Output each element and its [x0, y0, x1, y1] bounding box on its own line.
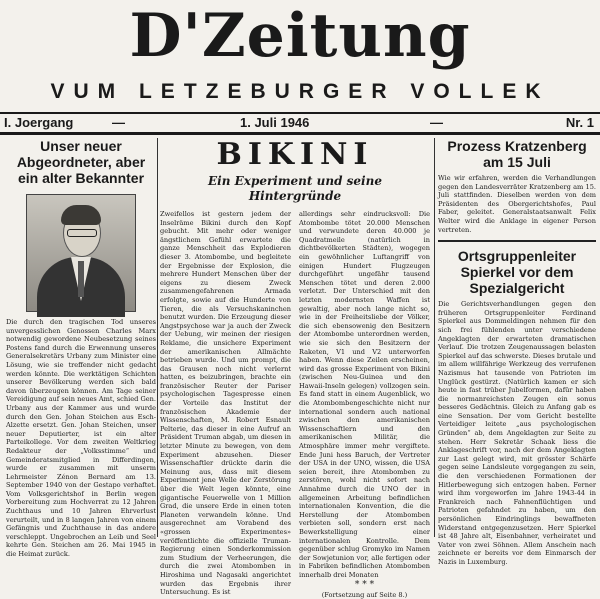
- portrait-photo: [26, 194, 136, 312]
- masthead: [0, 0, 600, 108]
- right-top-body: Wie wir erfahren, werden die Verhandlungen gegen den Landesverräter Kratzenberg am 15. Juli stattfinden. Dieselben werden von dem Präsidenten des Obergerichtshofes, Paul Faber, geleitet. Generalstaatsanwalt Felix Welter wird die Anklage in eigener Person vertreten.: [438, 174, 596, 234]
- divider: [438, 240, 596, 242]
- main-headline: BIKINI: [216, 137, 374, 172]
- right-bottom-body: Die Gerichtsverhandlungen gegen den früheren Ortsgruppenleiter Ferdinand Spierkel aus Dommeldingen nehmen für den sich frei fühlenden unter verschiedene Angeklagten der erwarteten dramatischen Verlauf. Die trotzen Zeugenaussagen belasten Spierkel auf das schwerste. Dieses brutale und im allem willfährige Werkzeug des verrufenen Nazismus hat tausende von Patrioten im Unglück gestürzt. (Natürlich kamen er sich heute in fast trüber Jubelformen, dafür haben die normanreichsten Zeugen ein sonus besseres Gedächtnis. Gleich zu Anfang gab es eine Sensation. Der vom Gericht bestellte Verteidiger leitete „aus psychologischen Gründen“ ab, dem Angeklagten zur Seite zu stehen. Herr Sekretär Schaak liess die Anklageschrift vor, nach der dem Angeklagten zur Last gelegt wird, mit grösster Schärfe gegen seine Landsleute vorgegangen zu sein, die den verschiedenen Formationen der Hitlerbewegung sich entzogen haben. Ferner wird ihm vorgeworfen im Jahre 1943-44 in Frankreich nach Fahnenflüchtigen und Patrioten gefahndet zu haben, um den persönlichen Eindringlings bewaffneten Widerstand entgegenzusetzen. Herr Spierkel ist 48 Jahre alt, Eisenbahner, verheiratet und Vater von zwei Söhnen. Allem Anschein nach zeichnete er bereits vor dem Einmarsch der Nazis in Luxemburg.: [438, 300, 596, 566]
- right-bottom-headline: Ortsgruppenleiter Spierkel vor dem Spezialgericht: [457, 248, 577, 297]
- right-top-headline: Prozess Kratzenberg am 15 Juli: [447, 138, 587, 170]
- left-article-headline: Unser neuer Abgeordneter, aber ein alter Bekannter: [16, 138, 146, 186]
- section-separator: * * *: [354, 579, 375, 590]
- dash-separator: —: [112, 115, 125, 130]
- main-article-body-col1: Zweifellos ist gestern jedem der Inselräme Bikini durch den Kopf gebucht. Mit mehr oder weniger ängstlichem Gefühl erwartete die ganze Menschheit das Explodieren dieser 3. Atombombe, und begleitete der Ergebnisse der Explosion, die mehrere Hundert Menschen über der eigens zu diesem Zweck zusammengefahrenen Armada erfolgte, sowie auf die Hunderte von Tieren, die als Versuchskaninchen benutzt wurden. Die Erzeugung dieser Angstpsychose war ja auch der Zweck der Uebung, wir meinen der riesigen Reklame, die unsichere Experiment der amerikanischen Allmächte betrieben wurde. Und um prompt, die das Grausen noch nicht verlernt hatten, es beizubringen, brachte ein französischer Reuter der Pariser psychologischen Tagespresse einen der Vorteile das Institut der französischen Akademie der Wissenschaften, M. Robert Esnault Pelterie, das dieser in eine Aufruf an Präsident Truman abgab, um diesen in letzter Minute zu bewegen, von dem Experiment abzusehen. Dieser Wissenschaftler drückte darin die Meinung aus, dass mit diesem Experiment jene Welle der Zerstörung über die Welt legen könnte, eine gigantische Feuerwelle von 1 Million Grad, die unsere Erde in einen toten Planeten verwandeln könne. Und ausgerechnet am Vorabend des «grossen Experimentes» veröffentlichte die offizielle Truman-Regierung einen Sonderkommission zum Studium der Verheerungen, die durch die zwei Atombomben in Hiroshima und Nagasaki angerichtet wurden das Ergebnis ihrer Untersuchung. Es ist: [160, 210, 291, 597]
- dash-separator: —: [430, 115, 443, 130]
- volume-label: I. Joergang: [4, 115, 74, 130]
- issue-number: Nr. 1: [565, 115, 594, 130]
- continuation-note: (Fortsetzung auf Seite 8.): [321, 590, 408, 599]
- main-article-body-col2: allerdings sehr eindrucksvoll: Die Atombombe tötet 20.000 Menschen und verwundete deren 40.000 je Quadratmeile (natürlich in dichtbevölkerten Städten), wogegen ein gewöhnlicher Luftangriff von einigen Hundert Flugzeugen durchgeführt ungefähr tausend Menschen tötet und deren 2.000 verletzt. Der Unterschied mit den letzten modernsten Waffen ist gewaltig, aber noch lange nicht so, wie in der Freiheitsliebe der Völker, die sich ebensowenig den Besitzern der Atombombe unterordnen werden, wie sie sich den Besitzern der Raketen, V1 und V2 unterworfen haben. Wenn diese Zeilen erscheinen, wird das grosse Experiment von Bikini (zwischen Neu-Guinea und den Hawaii-Inseln gelegen) vollzogen sein. Es fand statt in einem Augenblick, wo die Atombombengeschichte nicht nur international sondern auch national zwischen den amerikanischen Wissenschaftlern und den amerikanischen Militär, die Atmosphäre immer mehr vergiftete. Ende Juni hess Baruch, der Vertreter der USA in der UNO, wissen, die USA seien bereit, ihre Atombomben zu zerstören, wohl nicht sofort nach Annahme durch die UNO der in allgemeinen Arbeitung befindlichen internationalen Konvention, die die Herstellung der Atombomben verbieten soll, sondern erst nach Bewerkstelligung einer internationalen Kontrolle. Dem gegenüber schlug Gromyko im Namen der Sowjetunion vor, alle fertigen oder in Fabriken befindlichen Atombomben innerhalb drei Monaten: [299, 210, 430, 579]
- dateline-bar: [0, 112, 600, 135]
- main-column: [160, 137, 430, 599]
- main-article-columns: [160, 210, 430, 599]
- main-deck: Ein Experiment und seine Hintergründe: [208, 174, 382, 203]
- newspaper-subtitle: VUM LETZEBURGER VOLLEK: [50, 80, 550, 103]
- left-column: [6, 138, 156, 559]
- right-column: [438, 138, 596, 566]
- column-rule: [434, 138, 435, 537]
- newspaper-title: D'Zeitung: [129, 1, 471, 71]
- left-article-body: Die durch den tragischen Tod unseres unvergesslichen Genossen Charles Marx notwendig gewordene Neubesetzung seines Postens fand durch die Erwennung unseres Generalsekretärs Urbany zum Minister eine Lösung, wie sie treffender nicht gedacht werden könnte. Die werktätigen Schichten unserer Bevölkerung werden sich bald davon überzeugen können. Am Tage seiner Vereidigung auf sein neues Amt, schied Gen. Urbany aus der Kammer aus und wurde durch den Gen. Johan Steichen aus Esch-Alzette ersetzt. Gen. Johan Steichen, unser neuer Deputierter, ist ein alter Parteikollege. Vor dem zweiten Weltkrieg Redakteur der „Volksstimme“ und Gemeinderatsmitglied in Differdingen, wurde er zusammen mit unserm Lehrmeister Zénon Bernard am 13. September 1940 von der Gestapo verhaftet. Vom Volksgerichtshof in Berlin wegen Vorbereitung zum Hochverrat zu 12 Jahren Zuchthaus und 10 Jahren Ehrverlust verurteilt, und in 8 langen Jahren von einem Gefängnis und Zuchthause in das andere verschleppt. Ungebrochen an Leib und Seel kehrte Gen. Steichen am 26. Mai 1945 in die Heimat zurück.: [6, 318, 156, 559]
- column-rule: [157, 138, 158, 537]
- issue-date: 1. Juli 1946: [240, 115, 310, 130]
